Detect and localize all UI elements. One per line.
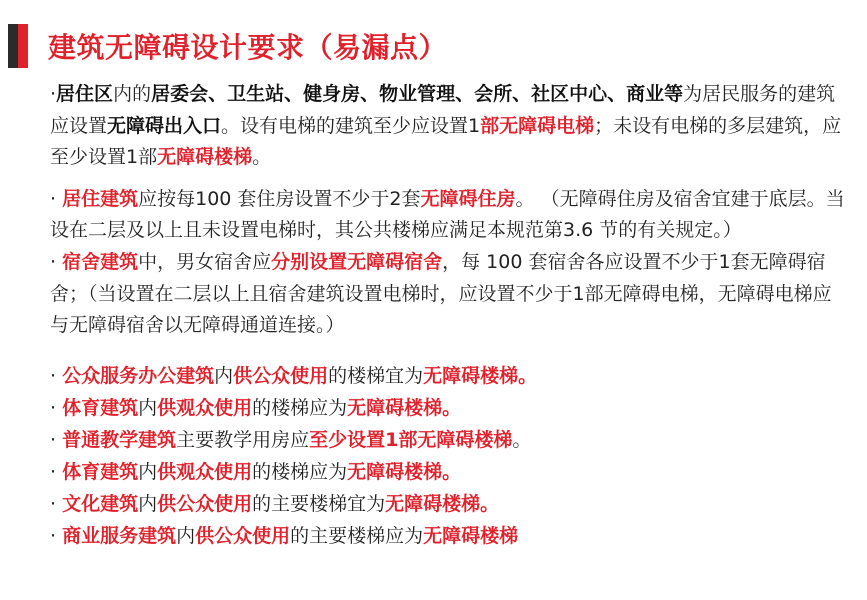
- body-text: 的主要楼梯宜为: [252, 492, 386, 515]
- list-item: [50, 424, 850, 456]
- emphasis-text-red: 公众服务办公建筑: [62, 364, 215, 387]
- body-text: 。设有电梯的建筑至少应设置1: [221, 114, 481, 137]
- emphasis-text-red: 居住建筑: [62, 187, 139, 210]
- emphasis-text-red: 无障碍楼梯。: [385, 492, 500, 515]
- emphasis-text-red: 无障碍楼梯: [423, 524, 519, 547]
- body-text: 的楼梯应为: [252, 460, 348, 483]
- list-item: [50, 488, 850, 520]
- body-text: 中，男女宿舍应: [138, 250, 272, 273]
- body-text: ·: [50, 428, 63, 451]
- body-text: 内: [176, 524, 196, 547]
- emphasis-text-bold: 居住区: [56, 83, 114, 105]
- list-item: [50, 360, 850, 392]
- body-text: 内: [138, 396, 158, 419]
- emphasis-text-red: 无障碍住房: [420, 187, 516, 210]
- body-text: ·: [50, 524, 63, 547]
- body-text: 的楼梯应为: [252, 396, 348, 419]
- emphasis-text-red: 无障碍楼梯。: [347, 460, 462, 483]
- emphasis-text-red: 供观众使用: [157, 460, 253, 483]
- page-title: 建筑无障碍设计要求（易漏点）: [48, 31, 448, 64]
- emphasis-text-bold: 居委会、卫生站、健身房、物业管理、会所、社区中心、商业等: [151, 83, 684, 105]
- emphasis-text-red: 分别设置无障碍宿舍: [271, 250, 443, 273]
- title-accent-bar-red: [18, 24, 28, 68]
- emphasis-text-red: 至少设置1部无障碍楼梯: [309, 428, 513, 451]
- list-item: [50, 456, 850, 488]
- emphasis-text-red: 体育建筑: [62, 460, 139, 483]
- body-text: ·: [50, 187, 63, 210]
- paragraph-residential-district: [50, 79, 850, 174]
- body-text: 。: [252, 146, 272, 169]
- body-text: 。: [512, 428, 532, 451]
- body-text: 的楼梯宜为: [328, 364, 424, 387]
- emphasis-text-red: 宿舍建筑: [62, 250, 139, 273]
- body-text: ；未设有电梯的多层建筑，应至少设置1部: [50, 114, 842, 169]
- body-text: 内: [138, 492, 158, 515]
- body-text: 的主要楼梯应为: [290, 524, 424, 547]
- title-accent-bar-dark: [8, 24, 18, 68]
- body-text: 内: [214, 364, 234, 387]
- body-text: ·: [50, 364, 63, 387]
- body-text: 。 （无障碍住房及宿舍宜建于底层。当设在二层及以上且未设置电梯时，其公共楼梯应满足本规范第3.6 节的有关规定。）: [50, 187, 845, 242]
- emphasis-text-bold: 无障碍出入口: [107, 114, 222, 137]
- body-text: ·: [50, 396, 63, 419]
- body-text: 主要教学用房应: [176, 428, 310, 451]
- emphasis-text-red: 供观众使用: [157, 396, 253, 419]
- body-text: 为居民服务的建筑应设置: [50, 83, 836, 137]
- main-content: [50, 79, 850, 552]
- list-item: [50, 392, 850, 424]
- body-text: 应按每100 套住房设置不少于2套: [138, 187, 421, 210]
- emphasis-text-red: 文化建筑: [62, 492, 139, 515]
- body-text: ·: [50, 83, 57, 105]
- body-text: 内: [138, 460, 158, 483]
- emphasis-text-red: 无障碍楼梯: [157, 146, 253, 169]
- emphasis-text-red: 供公众使用: [195, 524, 291, 547]
- emphasis-text-red: 体育建筑: [62, 396, 139, 419]
- emphasis-text-red: 普通教学建筑: [62, 428, 177, 451]
- emphasis-text-red: 供公众使用: [233, 364, 329, 387]
- emphasis-text-red: 商业服务建筑: [62, 524, 177, 547]
- body-text: ·: [50, 250, 63, 273]
- emphasis-text-red: 部无障碍电梯: [480, 114, 595, 137]
- paragraph-residential-building: [50, 184, 850, 247]
- list-item: [50, 520, 850, 552]
- body-text: ·: [50, 460, 63, 483]
- emphasis-text-red: 供公众使用: [157, 492, 253, 515]
- emphasis-text-red: 无障碍楼梯。: [423, 364, 538, 387]
- stair-requirement-list: [50, 360, 850, 552]
- body-text: 内的: [113, 83, 152, 105]
- body-text: ，每 100 套宿舍各应设置不少于1套无障碍宿舍；（当设置在二层以上且宿舍建筑设置电梯时，应设置不少于1部无障碍电梯，无障碍电梯应与无障碍宿舍以无障碍通道连接。）: [50, 250, 832, 337]
- body-text: ·: [50, 492, 63, 515]
- emphasis-text-red: 无障碍楼梯。: [347, 396, 462, 419]
- paragraph-dormitory-building: [50, 247, 850, 342]
